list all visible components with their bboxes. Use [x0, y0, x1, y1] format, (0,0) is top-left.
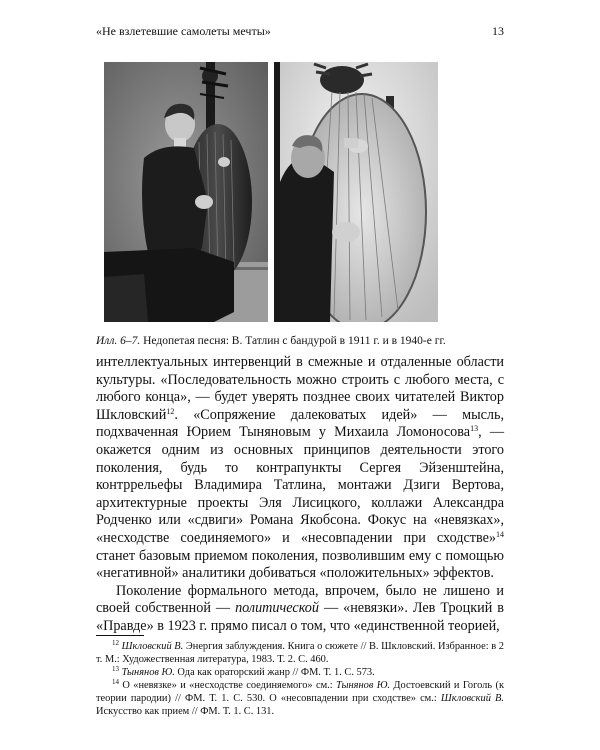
text-run: . «Сопряжение далековатых идей» — мысль, подхваченная Юрием Тыняновым у Михаила Ломоносова [96, 406, 504, 441]
photo-tatlin-1940s-image [274, 62, 438, 322]
footnote-text: Энергия заблуждения. Книга о сюжете // В. Шкловский. Избранное: в 2 т. М.: Художественная литература, 1983. Т. 2. С. 460. [96, 641, 504, 665]
footnotes [96, 640, 504, 718]
footnote-14 [96, 679, 504, 718]
footnote-text: Ода как ораторский жанр // ФМ. Т. 1. С. 573. [174, 667, 375, 678]
footnote-text: О «невязке» и «несходстве соединяемого» см.: [119, 680, 337, 691]
caption-text: Недопетая песня: В. Татлин с бандурой в 1911 г. и в 1940-е гг. [143, 335, 446, 347]
footnote-number: 14 [112, 678, 119, 686]
footnote-author: Шкловский В. [121, 641, 184, 652]
text-run: Поколение формального метода, впрочем, было не лишено и своей собственной — [96, 582, 504, 617]
footnote-number: 12 [112, 639, 119, 647]
footnote-author: Шкловский В. [440, 693, 505, 704]
footnote-separator [96, 635, 144, 636]
emphasis-word: политической [235, 600, 319, 617]
footnote-author: Тынянов Ю. [121, 667, 175, 678]
footnote-13 [96, 666, 504, 679]
figure-caption [96, 334, 504, 349]
text-run: , — окажется одним из основных принципов деятельности этого поколения, будь то контрапункты Сергея Эйзенштейна, контррельефы Владимира Татлина, монтажи Дзиги Вертова, архитектурные проекты Эля Лисицкого, коллажи Александра Родченко или «сдвиги» Романа Якобсона. Фокус на «невязках», «несходстве соединяемого» и «несовпадении при сходстве» [96, 424, 505, 546]
text-run: интеллектуальных интервенций в смежные и отдаленные области культуры. «Последовательность можно строить с любого места, с любого конца», — будет уверять позднее своих читателей Виктор Шкловский [96, 354, 504, 423]
footnote-text: Достоевский и Гоголь (к теории пародии) // ФМ. Т. 1. С. 530. О «несовпадении при сходстве» см.: [96, 680, 504, 704]
paragraph-1 [96, 354, 504, 583]
text-run: станет базовым приемом поколения, позволившим ему с помощью «негативной» аналитики добиваться «положительных» эффектов. [96, 547, 504, 582]
caption-label: Илл. 6–7. [96, 335, 141, 347]
footnote-author: Тынянов Ю. [336, 680, 391, 691]
page-number: 13 [492, 24, 504, 38]
paragraph-2 [96, 583, 504, 636]
footnote-ref-14: 14 [496, 529, 504, 539]
photo-tatlin-1911-image [104, 62, 268, 322]
photo-tatlin-1911 [104, 62, 268, 322]
running-title: «Не взлетевшие самолеты мечты» [96, 24, 271, 38]
body-text [96, 354, 504, 636]
footnote-12 [96, 640, 504, 666]
footnote-ref-12: 12 [166, 406, 175, 416]
footnote-number: 13 [112, 665, 119, 673]
text-run: — «невязки». Лев Троцкий в «Правде» в 1923 г. прямо писал о том, что «единственной теорией, [96, 600, 504, 634]
footnote-ref-13: 13 [470, 424, 479, 434]
footnote-text: Искусство как прием // ФМ. Т. 1. С. 131. [96, 706, 275, 717]
photo-tatlin-1940s [274, 62, 438, 322]
running-head [96, 22, 504, 40]
